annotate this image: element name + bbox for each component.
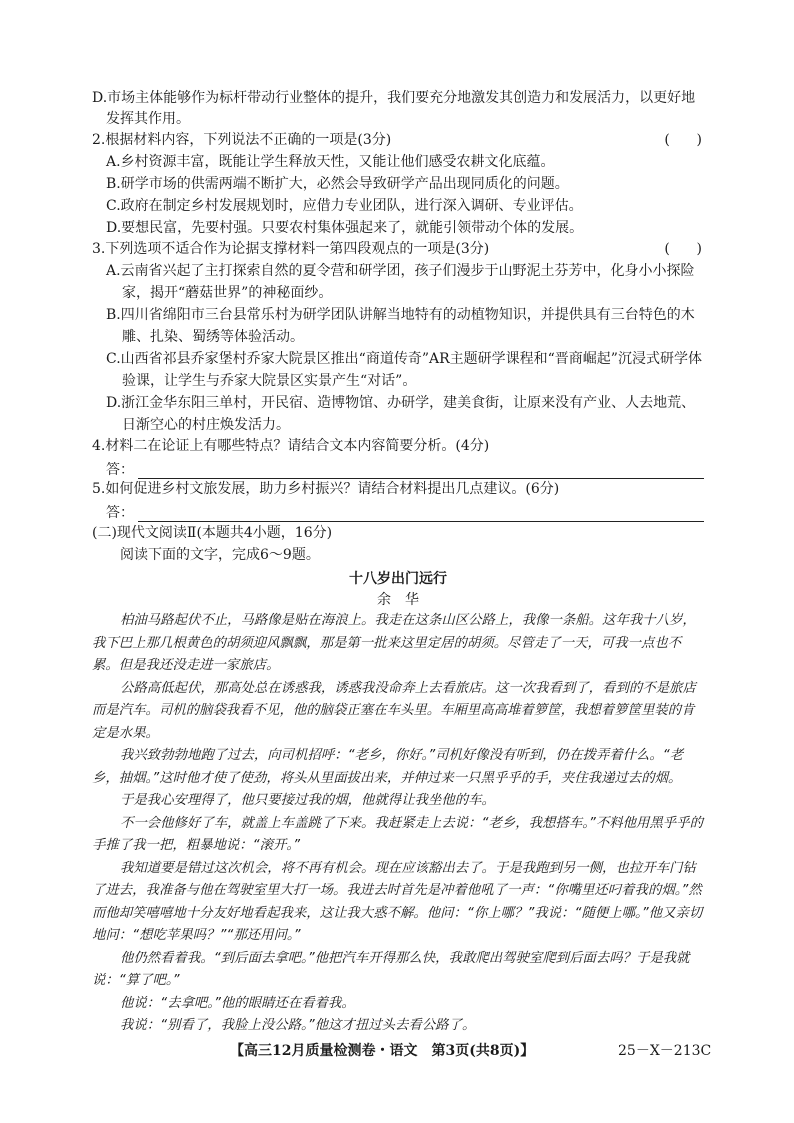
q2-option-d: D.要想民富，先要村强。只要农村集体强起来了，就能引领带动个体的发展。 [106,220,584,236]
story-paragraph-3: 我兴致勃勃地跑了过去，向司机招呼：“老乡，你好。”司机好像没有听到，仍在拨弄着什么。“老乡，抽烟。”这时他才使了使劲，将头从里面拔出来，并伸过来一只黑乎乎的手，夹住我递过去的烟。 [92,748,684,786]
q3-option-c: C.山西省祁县乔家堡村乔家大院景区推出“商道传奇”AR主题研学课程和“晋商崛起”沉浸式研学体验课，让学生与乔家大院景区实景产生“对话”。 [106,351,702,389]
q5-stem: 5.如何促进乡村文旅发展，助力乡村振兴？请结合材料提出几点建议。(6分) [92,481,560,497]
q4-answer-line[interactable] [106,457,704,479]
q3-stem-row [92,239,704,260]
question-2 [92,130,704,239]
story-paragraph-9: 我说：“别看了，我脸上没公路。”他这才扭过头去看公路了。 [120,1018,476,1033]
question-5 [92,479,704,522]
q2-option-a: A.乡村资源丰富，既能让学生释放天性，又能让他们感受农耕文化底蕴。 [106,154,555,170]
section-2-instruction: 阅读下面的文字，完成6～9题。 [120,547,320,563]
story-author: 余华 [377,592,433,608]
story-paragraph-6: 我知道要是错过这次机会，将不再有机会。现在应该豁出去了。于是我跑到另一侧，也拉开车门钻了进去，我准备与他在驾驶室里大打一场。我进去时首先是冲着他吼了一声：“你嘴里还叼着我的烟。”然而他却笑嘻嘻地十分友好地看起我来，这让我大惑不解。他问：“你上哪？”我说：“随便上哪。”他又亲切地问：“想吃苹果吗？”“那还用问。” [92,860,703,943]
q3-stem: 3.下列选项不适合作为论据支撑材料一第四段观点的一项是(3分) [92,241,490,257]
q2-option-c: C.政府在制定乡村发展规划时，应借力专业团队，进行深入调研、专业评估。 [106,198,583,214]
q5-answer-label: 答： [106,505,134,521]
story-paragraph-4: 于是我心安理得了，他只要接过我的烟，他就得让我坐他的车。 [120,793,495,808]
story-body [92,610,704,1038]
page-footer-title: 【高三12月质量检测卷・语文 第3页(共8页)】 [230,1043,535,1059]
page-footer-code: 25－X－213C [618,1043,712,1059]
q5-underline[interactable] [138,505,704,522]
q4-stem: 4.材料二在论证上有哪些特点？请结合文本内容简要分析。(4分) [92,438,490,454]
page-content [92,88,704,1038]
story-title: 十八岁出门远行 [349,571,447,587]
q3-option-a: A.云南省兴起了主打探索自然的夏令营和研学团，孩子们漫步于山野泥土芬芳中，化身小小探险家，揭开“蘑菇世界”的神秘面纱。 [106,263,695,301]
q4-answer-label: 答： [106,462,134,478]
question-3 [92,239,704,436]
story-paragraph-7: 他仍然看着我。“到后面去拿吧。”他把汽车开得那么快，我敢爬出驾驶室爬到后面去吗？于是我就说：“算了吧。” [92,950,690,988]
q2-option-b: B.研学市场的供需两端不断扩大，必然会导致研学产品出现同质化的问题。 [106,176,569,192]
q2-answer-paren[interactable]: ( ) [664,132,702,148]
section-2-heading: (二)现代文阅读Ⅱ(本题共4小题，16分) [92,525,333,541]
q2-stem: 2.根据材料内容，下列说法不正确的一项是(3分) [92,132,392,148]
q3-option-b: B.四川省绵阳市三台县常乐村为研学团队讲解当地特有的动植物知识，并提供具有三台特色的木雕、扎染、蜀绣等体验活动。 [106,307,695,345]
story-paragraph-1: 柏油马路起伏不止，马路像是贴在海浪上。我走在这条山区公路上，我像一条船。这年我十八岁，我下巴上那几根黄色的胡须迎风飘飘，那是第一批来这里定居的胡须。尽管走了一天，可我一点也不累。但是我还没走进一家旅店。 [92,613,696,673]
story-paragraph-2: 公路高低起伏，那高处总在诱惑我，诱惑我没命奔上去看旅店。这一次我看到了，看到的不是旅店而是汽车。司机的脑袋我看不见，他的脑袋正塞在车头里。车厢里高高堆着箩筐，我想着箩筐里装的肯定是水果。 [92,680,696,741]
question-4 [92,436,704,479]
q3-option-d: D.浙江金华东阳三单村，开民宿、造博物馆、办研学，建美食街，让原来没有产业、人去地荒、日渐空心的村庄焕发活力。 [106,395,696,433]
story-paragraph-5: 不一会他修好了车，就盖上车盖跳了下来。我赶紧走上去说：“老乡，我想搭车。”不料他用黑乎乎的手推了我一把，粗暴地说：“滚开。” [92,815,703,853]
q5-answer-line[interactable] [106,500,704,522]
story-paragraph-8: 他说：“去拿吧。”他的眼睛还在看着我。 [120,995,355,1011]
q2-stem-row [92,130,704,151]
q3-answer-paren[interactable]: ( ) [664,241,702,257]
q1-option-d: D.市场主体能够作为标杆带动行业整体的提升，我们要充分地激发其创造力和发展活力，以更好地发挥其作用。 [92,90,696,127]
q4-underline[interactable] [138,462,704,479]
